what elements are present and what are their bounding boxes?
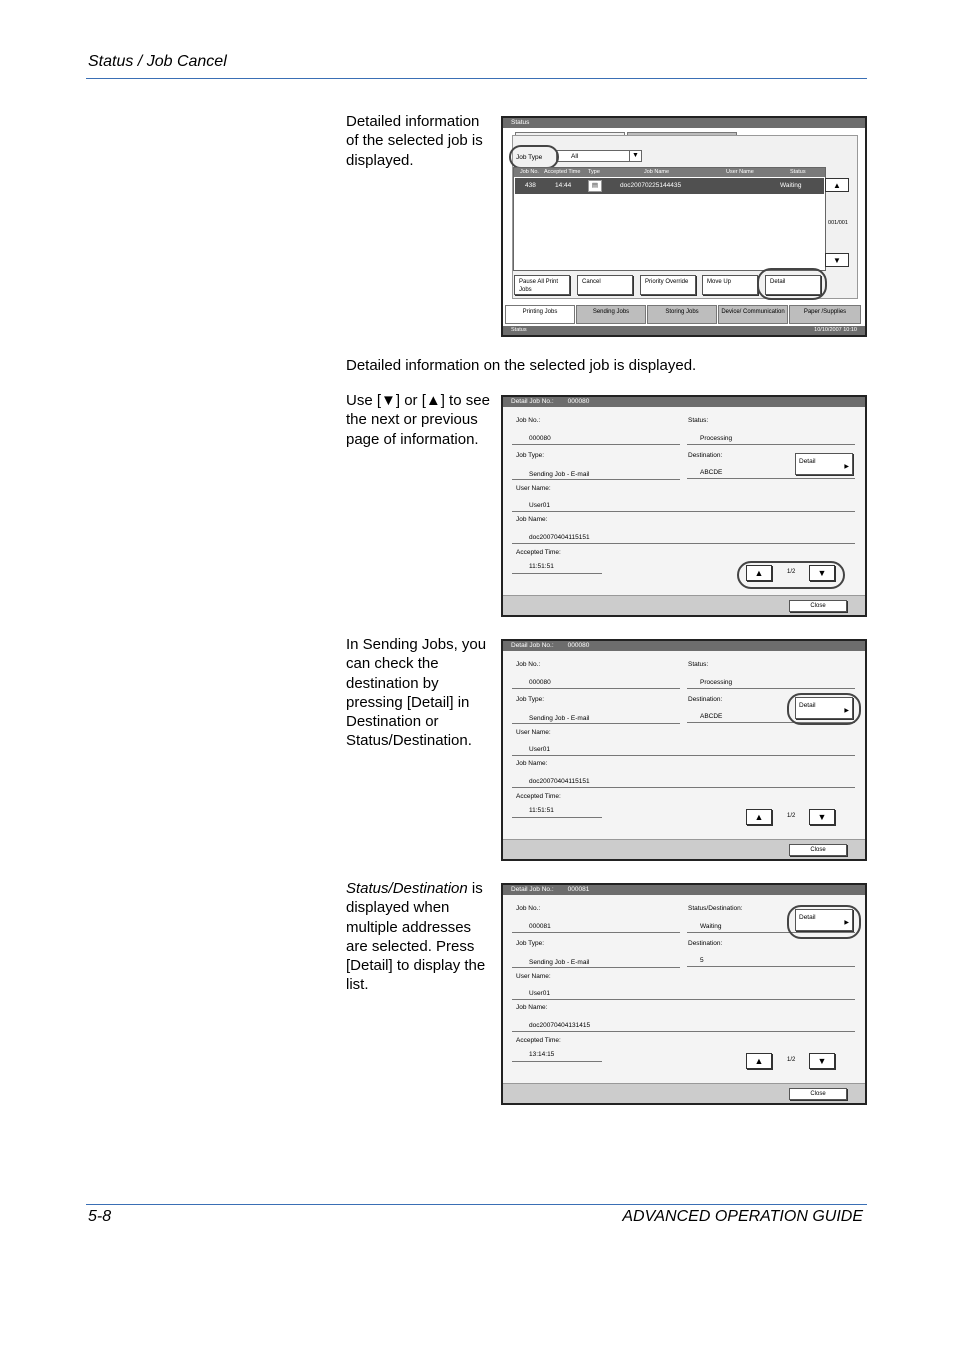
job-type-select[interactable] <box>556 150 642 162</box>
triangle-down-icon: ▼ <box>833 256 841 265</box>
triangle-down-icon: ▼ <box>817 812 827 822</box>
status-value: Processing <box>700 679 733 686</box>
job-no-label: Job No.: <box>516 905 541 912</box>
job-no-label: Job No.: <box>516 417 541 424</box>
priority-override-button[interactable]: Priority Override <box>640 275 696 295</box>
highlight-circle <box>737 561 845 589</box>
caption-detail: Detailed information on the selected job is displayed. <box>346 357 697 374</box>
triangle-right-icon: ▶ <box>844 920 849 926</box>
job-name-value: doc20070404131415 <box>529 1022 591 1029</box>
detail-button-label: Detail <box>799 914 816 921</box>
footer-rule <box>86 1204 867 1205</box>
row-time: 14:44 <box>555 182 572 189</box>
user-name-value: User01 <box>529 502 550 509</box>
page-down-button[interactable] <box>809 809 835 825</box>
accepted-time-value: 11:51:51 <box>529 563 554 570</box>
accepted-time-label: Accepted Time: <box>516 1037 561 1044</box>
highlight-circle <box>787 693 861 725</box>
user-name-label: User Name: <box>516 485 551 492</box>
document-icon: ▤ <box>588 180 602 192</box>
destination-label: Destination: <box>688 696 723 703</box>
job-name-label: Job Name: <box>516 516 548 523</box>
page-down-button[interactable] <box>809 1053 835 1069</box>
desc-destination: In Sending Jobs, you can check the destination by pressing [Detail] in Destination or Status/Destination. <box>346 636 487 750</box>
detail-title-prefix: Detail Job No.: <box>511 886 554 893</box>
job-type-label: Job Type: <box>516 696 545 703</box>
detail-title <box>503 397 865 407</box>
row-job-name: doc20070225144435 <box>620 182 682 189</box>
destination-value: ABCDE <box>700 713 723 720</box>
desc-page-nav: Use [▼] or [▲] to see the next or previous page of information. <box>346 392 490 448</box>
job-list-header <box>514 168 825 177</box>
close-button[interactable]: Close <box>789 844 847 856</box>
col-user-name: User Name <box>726 169 754 175</box>
job-type-value: Sending Job - E-mail <box>529 959 590 966</box>
col-job-name: Job Name <box>644 169 670 175</box>
dropdown-arrow-icon: ▼ <box>629 151 641 161</box>
status-value: Waiting <box>700 923 722 930</box>
page-indicator: 1/2 <box>787 1057 796 1063</box>
page-indicator: 001/001 <box>828 220 848 226</box>
table-row[interactable] <box>515 178 824 194</box>
detail-footer <box>503 839 865 859</box>
close-button[interactable]: Close <box>789 600 847 612</box>
list-scroll <box>823 178 850 270</box>
tab-storing-jobs[interactable]: Storing Jobs <box>647 305 717 324</box>
col-accepted-time: Accepted Time <box>544 169 581 175</box>
detail-button-label: Detail <box>799 702 816 709</box>
guide-title: ADVANCED OPERATION GUIDE <box>622 1208 863 1225</box>
destination-label: Destination: <box>688 940 723 947</box>
destination-value: ABCDE <box>700 469 723 476</box>
job-type-value: All <box>571 153 579 160</box>
tab-printing-jobs[interactable]: Printing Jobs <box>505 305 575 324</box>
job-name-label: Job Name: <box>516 1004 548 1011</box>
close-button[interactable]: Close <box>789 1088 847 1100</box>
job-no-label: Job No.: <box>516 661 541 668</box>
detail-screen-1 <box>501 395 867 617</box>
triangle-right-icon: ▶ <box>844 464 849 470</box>
move-up-button[interactable]: Move Up <box>702 275 758 295</box>
col-job-no: Job No. <box>520 169 539 175</box>
tab-sending-jobs[interactable]: Sending Jobs <box>576 305 646 324</box>
job-no-value: 000080 <box>529 679 551 686</box>
tab-device-communication[interactable]: Device/ Communication <box>718 305 788 324</box>
status-label: Status: <box>688 417 709 424</box>
destination-value: 5 <box>700 957 704 964</box>
page-indicator: 1/2 <box>787 813 796 819</box>
destination-label: Destination: <box>688 452 723 459</box>
detail-title-prefix: Detail Job No.: <box>511 398 554 405</box>
desc-status-screen: Detailed information of the selected job is displayed. <box>346 113 483 169</box>
job-type-value: Sending Job - E-mail <box>529 471 590 478</box>
job-name-value: doc20070404115151 <box>529 534 590 541</box>
scroll-down-button[interactable] <box>825 253 849 267</box>
job-type-label: Job Type <box>516 154 543 161</box>
page-number: 5-8 <box>88 1208 112 1225</box>
triangle-down-icon: ▼ <box>817 1056 827 1066</box>
job-list <box>513 167 826 271</box>
detail-title <box>503 885 865 895</box>
detail-screen-2 <box>501 639 867 861</box>
job-type-label: Job Type: <box>516 452 545 459</box>
job-name-label: Job Name: <box>516 760 548 767</box>
accepted-time-label: Accepted Time: <box>516 549 561 556</box>
detail-button[interactable]: Detail <box>765 275 821 295</box>
detail-screen-3 <box>501 883 867 1105</box>
accepted-time-value: 13:14:15 <box>529 1051 555 1058</box>
detail-title-prefix: Detail Job No.: <box>511 642 554 649</box>
status-title: Status <box>503 118 865 128</box>
job-name-value: doc20070404115151 <box>529 778 590 785</box>
page-up-button[interactable] <box>746 809 772 825</box>
desc-emphasis: Status/Destination <box>346 880 468 897</box>
accepted-time-label: Accepted Time: <box>516 793 561 800</box>
cancel-button[interactable]: Cancel <box>577 275 633 295</box>
job-no-value: 000080 <box>529 435 551 442</box>
triangle-up-icon: ▲ <box>754 1056 764 1066</box>
detail-title-no: 000081 <box>567 886 590 893</box>
triangle-up-icon: ▲ <box>754 568 764 578</box>
detail-title <box>503 641 865 651</box>
detail-footer <box>503 595 865 615</box>
detail-title-no: 000080 <box>567 398 590 405</box>
highlight-circle <box>509 145 559 169</box>
page-header: Status / Job Cancel <box>88 53 227 70</box>
detail-button[interactable] <box>795 453 853 475</box>
status-screen <box>501 116 867 337</box>
status-bar-datetime: 10/10/2007 10:10 <box>814 327 857 333</box>
row-status: Waiting <box>780 182 802 189</box>
job-type-label: Job Type: <box>516 940 545 947</box>
detail-title-no: 000080 <box>567 642 590 649</box>
user-name-value: User01 <box>529 746 550 753</box>
triangle-up-icon: ▲ <box>833 181 841 190</box>
scroll-up-button[interactable] <box>825 178 849 192</box>
pause-all-button[interactable]: Pause All Print Jobs <box>514 275 570 295</box>
status-bar <box>503 326 865 335</box>
user-name-label: User Name: <box>516 729 551 736</box>
status-bar-label: Status <box>511 327 527 333</box>
triangle-down-icon: ▼ <box>817 568 827 578</box>
col-status: Status <box>790 169 806 175</box>
detail-footer <box>503 1083 865 1103</box>
highlight-circle <box>787 905 861 939</box>
user-name-label: User Name: <box>516 973 551 980</box>
job-type-value: Sending Job - E-mail <box>529 715 590 722</box>
status-label: Status: <box>688 661 709 668</box>
job-no-value: 000081 <box>529 923 551 930</box>
highlight-circle <box>757 268 827 300</box>
triangle-right-icon: ▶ <box>844 708 849 714</box>
status-label: Status/Destination: <box>688 905 743 912</box>
col-type: Type <box>588 169 600 175</box>
status-value: Processing <box>700 435 733 442</box>
triangle-up-icon: ▲ <box>754 812 764 822</box>
header-rule <box>86 78 867 79</box>
detail-button-label: Detail <box>799 458 816 465</box>
user-name-value: User01 <box>529 990 550 997</box>
desc-rest: is displayed when multiple addresses are selected. Press [Detail] to display the list. <box>346 880 486 994</box>
accepted-time-value: 11:51:51 <box>529 807 554 814</box>
desc-status-destination <box>346 879 496 995</box>
page-up-button[interactable] <box>746 1053 772 1069</box>
tab-paper-supplies[interactable]: Paper /Supplies <box>789 305 861 324</box>
page-indicator: 1/2 <box>787 569 796 575</box>
row-job-no: 438 <box>525 182 536 189</box>
